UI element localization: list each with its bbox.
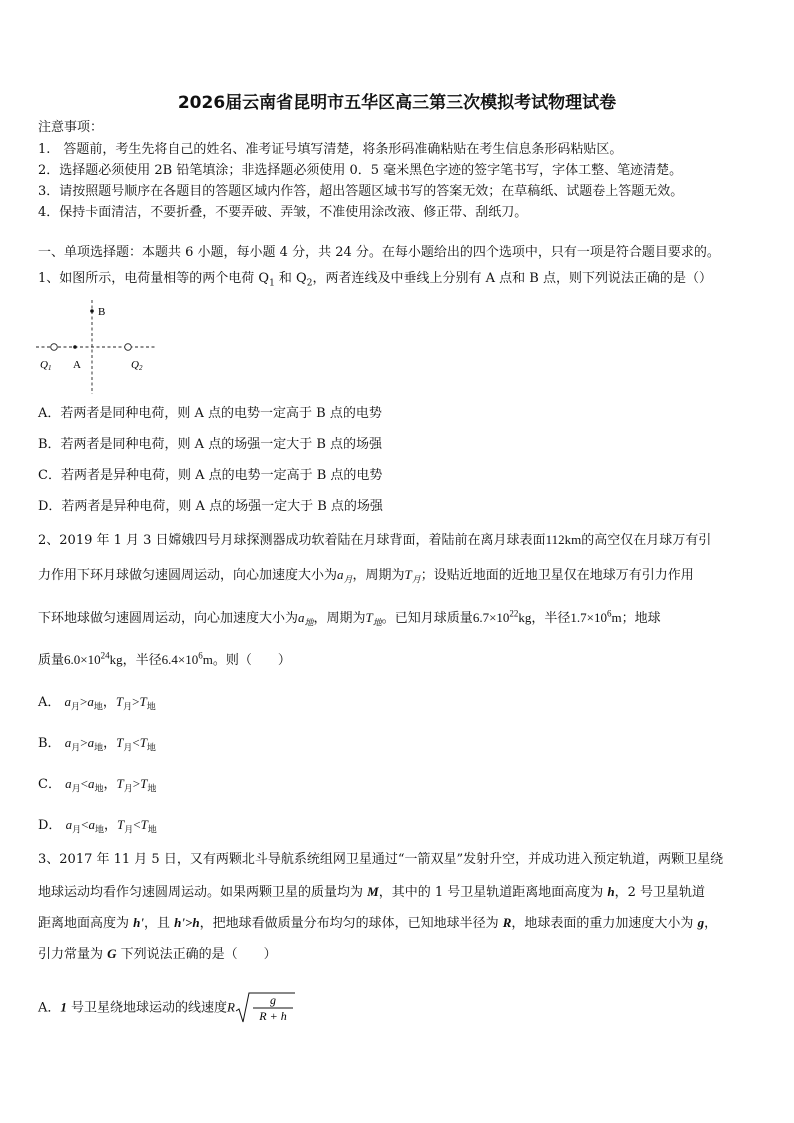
sym-a-moon [337, 567, 353, 585]
q2-line3 [38, 610, 661, 627]
earth-radius-val: 6.4×10 [161, 652, 199, 667]
sym-a: a [298, 610, 305, 625]
label-q1-sub: 1 [47, 364, 52, 372]
sub-earth: 地 [93, 702, 103, 713]
section-heading: 一、单项选择题：本题共 6 小题，每小题 4 分，共 24 分。在每小题给出的四个选项中，只有一项是符合题目要求的。 [38, 245, 720, 260]
opt-label: D． [38, 818, 62, 833]
sub-moon: 月 [71, 702, 81, 713]
rel2: > [132, 776, 141, 791]
label-q2-sub: 2 [138, 364, 143, 372]
sub-moon: 月 [72, 825, 82, 836]
q3-l3a: 距离地面高度为 [38, 916, 134, 931]
opt-label: B． [38, 736, 61, 751]
q2-line1 [38, 532, 711, 549]
sym-T-earth [365, 610, 382, 628]
q2-l1a: 2、2019 年 1 月 3 日嫦娥四号月球探测器成功软着陆在月球背面，着陆前在离月球表面 [38, 533, 546, 548]
sym-T: T [139, 694, 147, 709]
label-b: B [98, 306, 106, 318]
sub-earth: 地 [146, 743, 156, 754]
q1-stem-c: ，两者连线及中垂线上分别有 A 点和 B 点，则下列说法正确的是（） [312, 271, 712, 286]
sym-T: T [116, 735, 124, 750]
sub-earth: 地 [94, 784, 104, 795]
sub-earth: 地 [304, 617, 314, 628]
q2-l3b: ，周期为 [313, 611, 366, 626]
label-q2 [131, 359, 143, 372]
earth-radius [162, 652, 213, 667]
earth-mass [64, 652, 123, 667]
sym-R: R [502, 915, 512, 930]
label-a: A [73, 359, 81, 371]
q3-l4b: 下列说法正确的是（ ） [116, 947, 277, 962]
q3-line3 [38, 915, 717, 932]
sub-moon: 月 [411, 574, 421, 585]
satellite-number: 1 [60, 999, 67, 1015]
q3-line1: 3、2017 年 11 月 5 日，又有两颗北斗导航系统组网卫星通过“一箭双星”发射升空，并成功进入预定轨道，两颗卫星绕 [38, 852, 724, 867]
q1-stem-a: 1、如图所示，电荷量相等的两个电荷 Q [38, 271, 270, 286]
sub-moon: 月 [124, 825, 134, 836]
q3-l3e: ， [704, 916, 718, 931]
q2-option-a [38, 694, 156, 711]
q1-sub1: 1 [269, 278, 275, 289]
sub-earth: 地 [94, 825, 104, 836]
sub-moon: 月 [343, 574, 353, 585]
q3-l3b: ，且 [143, 916, 175, 931]
earth-radius-unit: m [202, 652, 213, 667]
sub-earth: 地 [146, 702, 156, 713]
q3-l2b: ，其中的 1 号卫星轨道距离地面高度为 [378, 885, 608, 900]
notes-item: 4．保持卡面清洁，不要折叠，不要弄破、弄皱，不准使用涂改液、修正带、刮纸刀。 [38, 205, 528, 220]
q2-l3e: ；地球 [621, 611, 661, 626]
comma: ， [102, 695, 116, 710]
earth-mass-val: 6.0×10 [64, 652, 101, 667]
notes-heading: 注意事项： [38, 120, 104, 135]
rel1: < [80, 776, 88, 791]
q3-l2a: 地球运动均看作匀速圆周运动。如果两颗卫星的质量均为 [38, 885, 368, 900]
sub-moon: 月 [123, 743, 133, 754]
sub-moon: 月 [71, 784, 81, 795]
moon-mass-val: 6.7×10 [472, 610, 510, 625]
label-q2-main: Q [131, 359, 139, 371]
point-b-dot [90, 309, 94, 313]
comma: ， [103, 818, 117, 833]
fraction-denominator: R + h [259, 1009, 287, 1023]
sym-a: a [64, 694, 72, 709]
sym-a: a [64, 735, 72, 750]
sym-R: R [227, 999, 235, 1015]
q2-option-d [38, 817, 157, 834]
sym-a: a [88, 817, 95, 832]
q1-option-b: B．若两者是同种电荷，则 A 点的场强一定大于 B 点的场强 [38, 437, 383, 452]
sym-T: T [116, 776, 124, 791]
sym-T: T [365, 610, 373, 625]
page-title: 2026届云南省昆明市五华区高三第三次模拟考试物理试卷 [177, 93, 617, 113]
sym-a: a [87, 776, 95, 791]
notes-item: 1. 答题前，考生先将自己的姓名、准考证号填写清楚，将条形码准确粘贴在考生信息条形码粘贴区。 [38, 142, 623, 157]
sym-T-moon [404, 567, 421, 585]
rel1: > [80, 735, 88, 750]
q1-option-a: A．若两者是同种电荷，则 A 点的电势一定高于 B 点的电势 [38, 406, 382, 421]
q3-l2c: ，2 号卫星轨道 [614, 885, 706, 900]
label-q1-main: Q [40, 359, 48, 371]
q1-sub2: 2 [306, 278, 313, 289]
opt-label: A． [38, 695, 61, 710]
earth-radius-exp: 6 [198, 650, 203, 661]
earth-mass-exp: 24 [100, 650, 110, 661]
sym-T: T [115, 694, 124, 709]
earth-mass-unit: kg [109, 652, 123, 667]
q2-l1-val: 112km [545, 532, 582, 547]
sym-T: T [140, 776, 148, 791]
notes-item: 3．请按照题号顺序在各题目的答题区域内作答，超出答题区域书写的答案无效；在草稿纸、试题卷上答题无效。 [38, 184, 684, 199]
q3-option-a [38, 991, 297, 1025]
q3-l4a: 引力常量为 [38, 947, 108, 962]
moon-mass-unit: kg [518, 610, 532, 625]
moon-mass [473, 610, 532, 625]
q2-l4c: 。则（ ） [212, 653, 291, 668]
moon-radius-val: 1.7×10 [570, 610, 608, 625]
sym-M: M [367, 884, 379, 899]
label-q1 [40, 359, 51, 372]
opt-label: C． [38, 777, 61, 792]
q2-line4 [38, 652, 291, 669]
q2-l2c: ；设贴近地面的近地卫星仅在地球万有引力作用 [420, 568, 694, 583]
q2-l4a: 质量 [38, 653, 65, 668]
sym-T: T [139, 735, 147, 750]
q2-l3a: 下环地球做匀速圆周运动，向心加速度大小为 [38, 611, 299, 626]
sym-T: T [116, 817, 125, 832]
q3-l3d: ，地球表面的重力加速度大小为 [511, 916, 698, 931]
sub-moon: 月 [123, 784, 133, 795]
q1-stem-b: 和 Q [274, 271, 307, 286]
q1-stem [38, 271, 712, 287]
rel2: > [132, 694, 140, 709]
q3-l3c: ，把地球看做质量分布均匀的球体，已知地球半径为 [199, 916, 503, 931]
rel1: > [80, 694, 88, 709]
rel1: < [81, 817, 89, 832]
moon-radius-exp: 6 [607, 608, 612, 619]
sqrt-fraction [235, 991, 297, 1025]
moon-mass-exp: 22 [509, 608, 519, 619]
opt-label: A． [38, 1000, 61, 1016]
sym-a: a [337, 567, 344, 582]
sub-earth: 地 [147, 825, 157, 836]
sub-earth: 地 [372, 617, 382, 628]
q3-line4 [38, 946, 277, 963]
sym-a: a [65, 776, 72, 791]
sub-earth: 地 [94, 743, 104, 754]
comma: ， [103, 736, 117, 751]
sym-T: T [404, 567, 412, 582]
q2-option-c [38, 776, 156, 793]
charge-q2-circle [125, 344, 132, 351]
q3-optA-text: 号卫星绕地球运动的线速度 [66, 1000, 228, 1016]
h-relation: h'>h [174, 915, 200, 930]
q2-l3d: ，半径 [531, 611, 571, 626]
q2-l3c: 。已知月球质量 [381, 611, 473, 626]
q2-option-b [38, 735, 156, 752]
sym-h: h [607, 884, 615, 899]
q2-l2a: 力作用下环月球做匀速圆周运动，向心加速度大小为 [38, 568, 338, 583]
sym-a: a [87, 735, 95, 750]
sym-a-earth [298, 610, 314, 628]
fraction-numerator: g [269, 993, 276, 1007]
sub-moon: 月 [71, 743, 81, 754]
sub-moon: 月 [123, 702, 133, 713]
notes-item: 2．选择题必须使用 2B 铅笔填涂；非选择题必须使用 0．5 毫米黑色字迹的签字笔书写，字体工整、笔迹清楚。 [38, 163, 683, 178]
moon-radius [570, 610, 621, 625]
q2-l2b: ，周期为 [352, 568, 405, 583]
q3-line2 [38, 884, 705, 901]
rel2: < [132, 735, 140, 750]
q1-option-d: D．若两者是异种电荷，则 A 点的场强一定大于 B 点的场强 [38, 499, 383, 514]
sym-T: T [140, 817, 148, 832]
q2-l1b: 的高空仅在月球万有引 [581, 533, 712, 548]
q2-line2 [38, 567, 694, 584]
q1-option-c: C．若两者是异种电荷，则 A 点的电势一定高于 B 点的电势 [38, 468, 383, 483]
charge-q1-circle [51, 344, 58, 351]
sym-g: g [697, 915, 705, 930]
q2-l4b: ，半径 [122, 653, 162, 668]
q1-figure [30, 296, 180, 396]
sub-earth: 地 [147, 784, 157, 795]
sym-a: a [65, 817, 73, 832]
sym-G: G [107, 946, 117, 961]
rel2: < [133, 817, 141, 832]
sym-h-prime: h' [133, 915, 144, 930]
sym-a: a [87, 694, 94, 709]
point-a-dot [73, 345, 77, 349]
comma: ， [103, 777, 117, 792]
moon-radius-unit: m [611, 610, 622, 625]
